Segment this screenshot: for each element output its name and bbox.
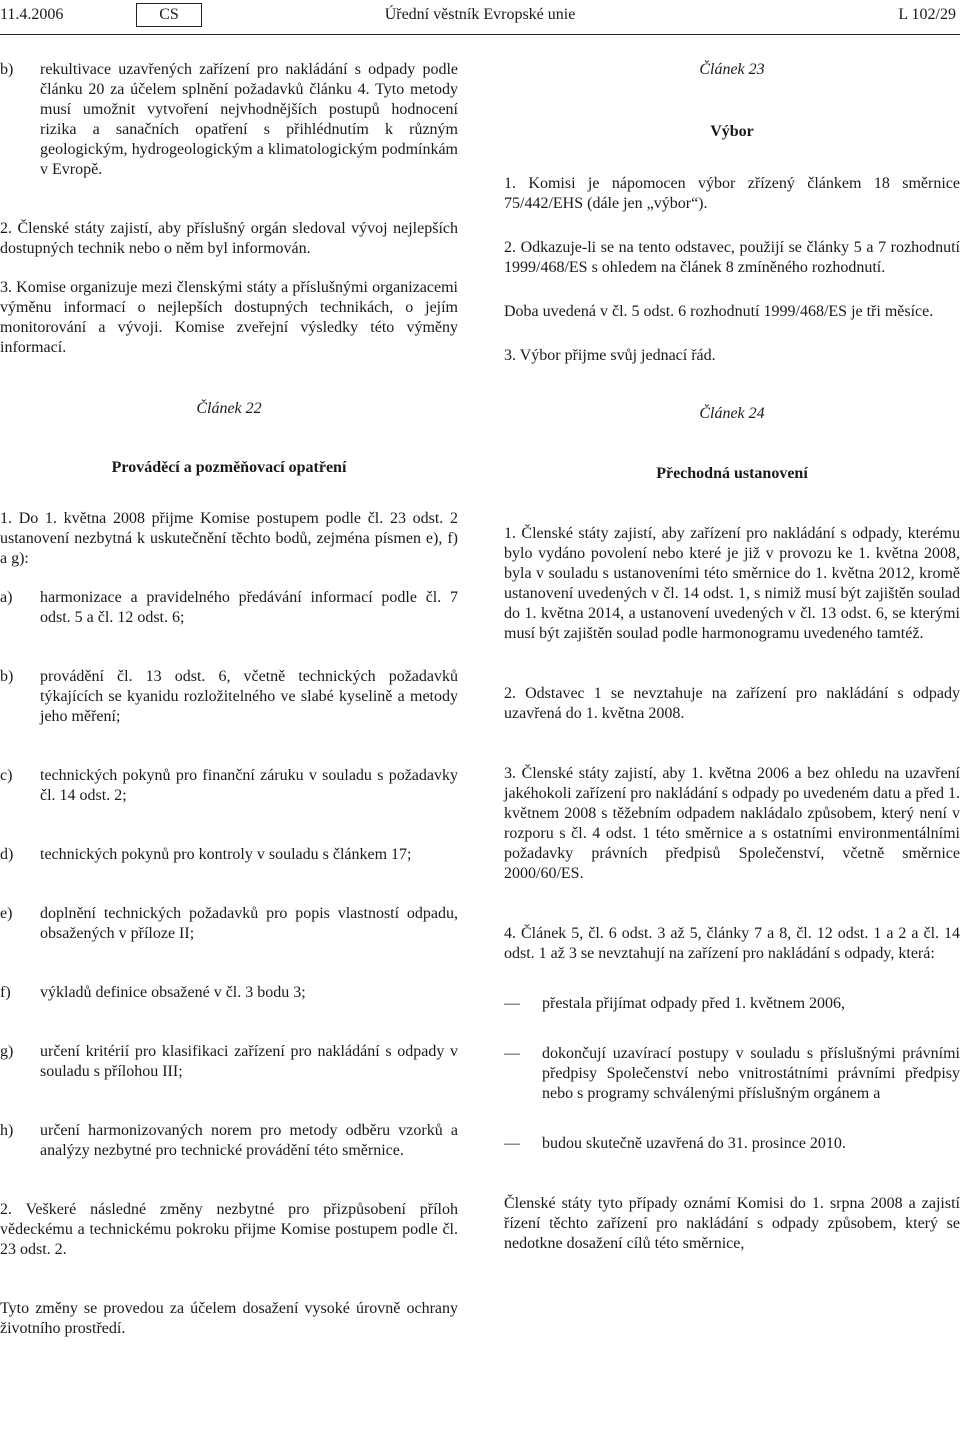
dash-text: budou skutečně uzavřená do 31. prosince 2010. bbox=[542, 1135, 846, 1152]
paragraph: 2. Veškeré následné změny nezbytné pro přizpůsobení příloh vědeckému a technickému pokroku přijme Komise postupem podle čl. 23 odst. 2. bbox=[0, 1201, 458, 1258]
language-badge: CS bbox=[136, 3, 202, 27]
item-label: d) bbox=[0, 846, 14, 863]
list-item bbox=[0, 845, 458, 865]
article-title: Prováděcí a pozměňovací opatření bbox=[111, 459, 347, 476]
item-label: g) bbox=[0, 1043, 14, 1060]
paragraph: Členské státy tyto případy oznámí Komisi do 1. srpna 2008 a zajistí řízení těchto zařízení pro nakládání s odpady způsobem, který se nedotkne dosažení cílů této směrnice, bbox=[504, 1195, 960, 1252]
item-text: harmonizace a pravidelného předávání informací podle čl. 7 odst. 5 a čl. 12 odst. 6; bbox=[40, 589, 458, 626]
dash-marker: — bbox=[504, 995, 520, 1012]
item-text: rekultivace uzavřených zařízení pro nakládání s odpady podle článku 20 za účelem splnění požadavků článku 4. Tyto metody musí umožnit vytvoření nejvhodnějších postupů hodnocení rizika a sanačních opatření s přihlédnutím k různým geologickým, hydrogeologickým a klimatologickým podmínkám v Evropě. bbox=[40, 61, 458, 178]
item-text: technických pokynů pro finanční záruku v souladu s požadavky čl. 14 odst. 2; bbox=[40, 767, 458, 804]
article-title: Přechodná ustanovení bbox=[656, 465, 808, 482]
paragraph: 1. Komisi je nápomocen výbor zřízený článkem 18 směrnice 75/442/EHS (dále jen „výbor“). bbox=[504, 175, 960, 212]
paragraph: Tyto změny se provedou za účelem dosažení vysoké úrovně ochrany životního prostředí. bbox=[0, 1300, 458, 1337]
dash-item bbox=[504, 1134, 960, 1154]
article-number: Článek 23 bbox=[699, 61, 765, 78]
paragraph: 3. Komise organizuje mezi členskými státy a příslušnými organizacemi výměnu informací o nejlepších dostupných technikách, o jejím monitorování a vývoji. Komise zveřejní výsledky této výměny informací. bbox=[0, 279, 458, 356]
list-item bbox=[0, 667, 458, 727]
paragraph: 1. Do 1. května 2008 přijme Komise postupem podle čl. 23 odst. 2 ustanovení nezbytná k uskutečnění těchto bodů, zejména písmen e), f) a g): bbox=[0, 510, 458, 567]
right-column bbox=[504, 60, 960, 1254]
paragraph: 2. Členské státy zajistí, aby příslušný orgán sledoval vývoj nejlepších dostupných technik nebo o něm byl informován. bbox=[0, 220, 458, 257]
article-title: Výbor bbox=[710, 123, 754, 140]
item-label: h) bbox=[0, 1122, 14, 1139]
left-column bbox=[0, 60, 458, 1339]
item-text: určení kritérií pro klasifikaci zařízení pro nakládání s odpady v souladu s přílohou III; bbox=[40, 1043, 458, 1080]
dash-text: přestala přijímat odpady před 1. květnem 2006, bbox=[542, 995, 846, 1012]
item-text: technických pokynů pro kontroly v souladu s článkem 17; bbox=[40, 846, 412, 863]
list-item bbox=[0, 1121, 458, 1161]
item-label: c) bbox=[0, 767, 13, 784]
list-item bbox=[0, 766, 458, 806]
item-label: b) bbox=[0, 61, 14, 78]
page-number: L 102/29 bbox=[898, 6, 956, 23]
article-number: Článek 22 bbox=[196, 400, 262, 417]
publication-date: 11.4.2006 bbox=[0, 6, 64, 23]
item-label: a) bbox=[0, 589, 13, 606]
paragraph: 4. Článek 5, čl. 6 odst. 3 až 5, články 7 a 8, čl. 12 odst. 1 a 2 a čl. 14 odst. 1 až 3 se nevztahují na zařízení pro nakládání s odpady, která: bbox=[504, 925, 960, 962]
list-item bbox=[0, 588, 458, 628]
list-item bbox=[0, 983, 458, 1003]
paragraph: Doba uvedená v čl. 5 odst. 6 rozhodnutí 1999/468/ES je tři měsíce. bbox=[504, 303, 934, 320]
item-text: doplnění technických požadavků pro popis vlastností odpadu, obsažených v příloze II; bbox=[40, 905, 458, 942]
paragraph: 3. Výbor přijme svůj jednací řád. bbox=[504, 347, 716, 364]
item-text: výkladů definice obsažené v čl. 3 bodu 3; bbox=[40, 984, 306, 1001]
paragraph: 1. Členské státy zajistí, aby zařízení pro nakládání s odpady, kterému bylo vydáno povolení nebo které je již v provozu ke 1. května 2008, byla v souladu s ustanoveními této směrnice do 1. května 2012, kromě ustanovení uvedených v čl. 14 odst. 1, s nimiž musí být zajištěn soulad do 1. května 2014, a ustanovení uvedených v čl. 13 odst. 6, se kterými musí být zajištěn soulad podle harmonogramu uvedeného tamtéž. bbox=[504, 525, 960, 642]
item-label: e) bbox=[0, 905, 13, 922]
item-text: určení harmonizovaných norem pro metody odběru vzorků a analýzy nezbytné pro technické provádění této směrnice. bbox=[40, 1122, 458, 1159]
paragraph: 3. Členské státy zajistí, aby 1. května 2006 a bez ohledu na uzavření jakéhokoli zařízení pro nakládání s odpady po uvedeném datu a před 1. květnem 2008 s těžebním odpadem nakládalo způsobem, který není v rozporu s čl. 4 odst. 1 této směrnice a s ostatními environmentálními požadavky právních předpisů Společenství, včetně směrnice 2000/60/ES. bbox=[504, 765, 960, 882]
journal-title: Úřední věstník Evropské unie bbox=[384, 6, 576, 23]
header-rule bbox=[0, 34, 960, 35]
item-label: f) bbox=[0, 984, 11, 1001]
dash-text: dokončují uzavírací postupy v souladu s příslušnými právními předpisy Společenství nebo vnitrostátními právními předpisy nebo s programy schválenými příslušným orgánem a bbox=[542, 1045, 960, 1102]
paragraph: 2. Odkazuje-li se na tento odstavec, použijí se články 5 a 7 rozhodnutí 1999/468/ES s ohledem na článek 8 zmíněného rozhodnutí. bbox=[504, 239, 960, 276]
list-item bbox=[0, 904, 458, 944]
dash-marker: — bbox=[504, 1135, 520, 1152]
dash-item bbox=[504, 1044, 960, 1104]
article-number: Článek 24 bbox=[699, 405, 765, 422]
list-item bbox=[0, 60, 458, 180]
dash-marker: — bbox=[504, 1045, 520, 1062]
item-text: provádění čl. 13 odst. 6, včetně technických požadavků týkajících se kyanidu rozložitelného ve slabé kyselině a metody jeho měření; bbox=[40, 668, 458, 725]
item-label: b) bbox=[0, 668, 14, 685]
paragraph: 2. Odstavec 1 se nevztahuje na zařízení pro nakládání s odpady uzavřená do 1. května 2008. bbox=[504, 685, 960, 722]
list-item bbox=[0, 1042, 458, 1082]
dash-item bbox=[504, 994, 960, 1014]
page-header bbox=[0, 0, 960, 30]
